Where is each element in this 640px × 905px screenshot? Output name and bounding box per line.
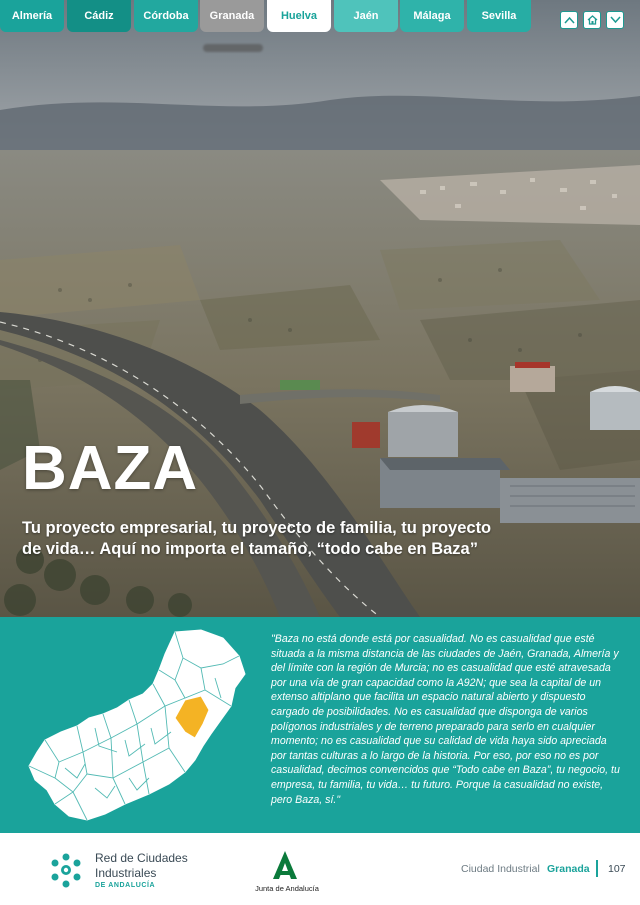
scroll-shadow [203,44,263,52]
home-button[interactable] [583,11,601,29]
page-nav-buttons [560,11,624,29]
network-region: DE ANDALUCÍA [95,882,156,889]
network-name-line2: Industriales [95,866,157,880]
tab-cadiz[interactable]: Cádiz [67,0,131,32]
chevron-up-icon [564,16,575,24]
junta-andalucia-logo [271,849,299,881]
page-number: 107 [608,863,626,875]
tab-sevilla[interactable]: Sevilla [467,0,531,32]
tab-almeria[interactable]: Almería [0,0,64,32]
down-button[interactable] [606,11,624,29]
government-name: Junta de Andalucía [255,884,319,893]
up-button[interactable] [560,11,578,29]
tab-cordoba[interactable]: Córdoba [134,0,198,32]
granada-province-map [25,628,251,824]
ci-label: Ciudad Industrial [461,863,540,875]
ci-city: Granada [547,863,590,875]
tab-huelva[interactable]: Huelva [267,0,331,32]
city-quote: "Baza no está donde está por casualidad. No es casualidad que esté situada a la misma distancia de las ciudades de Jaén, Granada, Almería y del límite con la región de Murcia; no es casualidad que esté atravesada por una vía de gran capacidad como la A92N; que sea la capital de un extenso altiplano que facilita un espacio natural abierto y dispuesto cargado de posibilidades. No es casualidad que disponga de varios polígonos industriales y de terreno preparado para serlo en cualquier momento; no es casualidad que su calidad de vida haya sido apreciada por tantas culturas a lo largo de la historia. Por eso, por eso no es por casualidad, decimos convencidos que “Todo cabe en Baza”, tu negocio, tu empresa, tu familia, tu vida… tu futuro. Porque la casualidad no existe, pero Baza, sí." [271,633,620,806]
footer-divider [596,860,598,877]
city-tagline: Tu proyecto empresarial, tu proyecto de familia, tu proyecto de vida… Aquí no importa el tamaño, “todo cabe en Baza” [22,519,492,558]
city-title: BAZA [22,434,199,503]
chevron-down-icon [610,16,621,24]
tab-jaen[interactable]: Jaén [334,0,398,32]
tab-granada[interactable]: Granada [200,0,264,32]
province-nav [0,0,640,34]
rci-network-logo [44,851,88,891]
network-name-line1: Red de Ciudades [95,851,188,865]
home-icon [587,15,598,25]
tab-malaga[interactable]: Málaga [400,0,464,32]
